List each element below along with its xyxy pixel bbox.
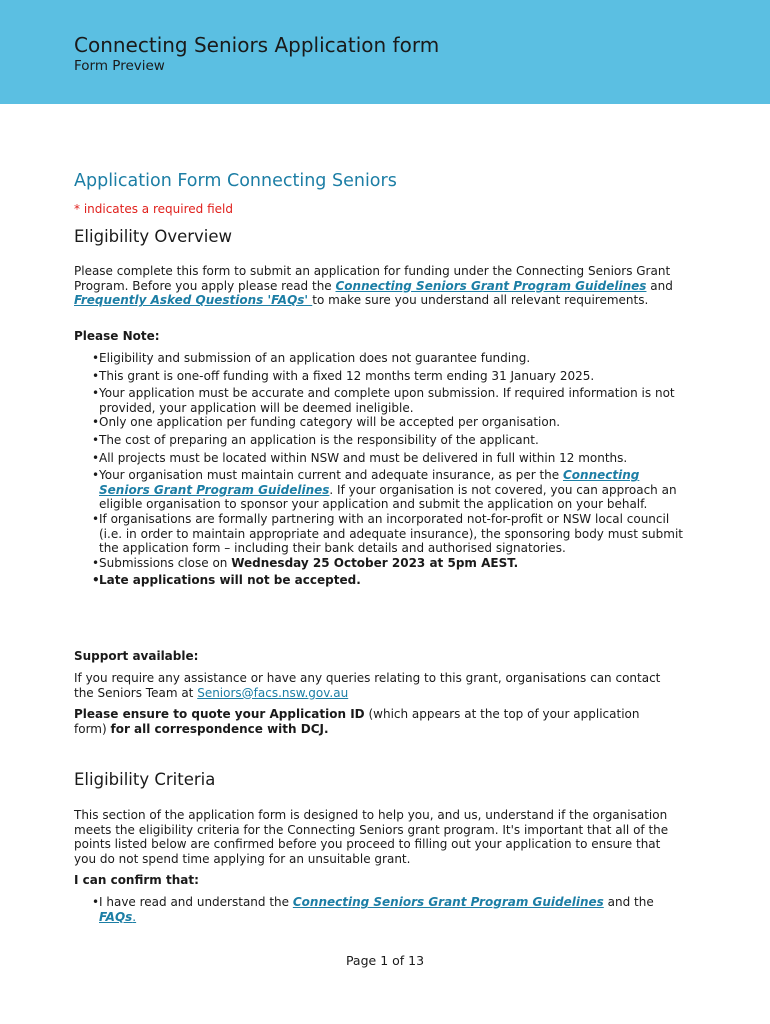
list-item xyxy=(74,386,684,415)
list-item-text: Late applications will not be accepted. xyxy=(99,573,361,588)
list-item xyxy=(74,433,684,448)
eligibility-criteria-text: This section of the application form is designed to help you, and us, understand if the organisation meets the eligibility criteria for the Connecting Seniors grant program. It's important that all of the points listed below are confirmed before you proceed to filling out your application to ensure that you do not spend time applying for an unsuitable grant. xyxy=(74,808,669,866)
list-item-text: . xyxy=(132,909,137,924)
eligibility-overview-heading: Eligibility Overview xyxy=(74,227,233,246)
insurance-guidelines-link[interactable]: Connecting Seniors Grant Program Guidelines xyxy=(99,468,640,497)
list-item-text: and the xyxy=(603,895,654,909)
list-item-text: Eligibility and submission of an application does not guarantee funding. xyxy=(99,351,531,365)
closing-date: Wednesday 25 October 2023 at 5pm AEST. xyxy=(231,555,519,570)
quote-id-bold: Please ensure to quote your Application ID xyxy=(74,707,365,721)
list-item xyxy=(74,895,684,924)
list-item xyxy=(74,415,684,430)
intro-text-2: to make sure you understand all relevant requirements. xyxy=(312,293,649,308)
quote-id-mid: (which appears at the top of your application form) xyxy=(74,707,640,736)
app-subtitle: Form Preview xyxy=(74,58,165,74)
eligibility-criteria-heading: Eligibility Criteria xyxy=(74,770,216,789)
support-text xyxy=(74,671,674,700)
support-body: If you require any assistance or have any queries relating to this grant, organisations can contact the Seniors Team at xyxy=(74,671,661,700)
intro-text-1: Please complete this form to submit an application for funding under the Connecting Seniors Grant Program. Before you apply please read the xyxy=(74,264,671,293)
note-list xyxy=(74,351,684,588)
list-item xyxy=(74,468,684,512)
list-item xyxy=(74,451,684,466)
list-item xyxy=(74,512,684,556)
list-item-text: All projects must be located within NSW and must be delivered in full within 12 months. xyxy=(99,450,628,465)
criteria-faqs-link[interactable]: FAQs xyxy=(99,909,133,924)
seniors-email-link[interactable]: Seniors@facs.nsw.gov.au xyxy=(197,685,349,700)
faq-link[interactable]: Frequently Asked Questions 'FAQs' xyxy=(74,293,313,308)
support-label: Support available: xyxy=(74,649,199,663)
intro-and: and xyxy=(646,278,673,293)
please-note-label: Please Note: xyxy=(74,329,160,343)
list-item-text: The cost of preparing an application is the responsibility of the applicant. xyxy=(99,432,539,447)
form-title: Application Form Connecting Seniors xyxy=(74,171,397,191)
confirm-list xyxy=(74,895,684,924)
list-item-text: I have read and understand the xyxy=(99,895,293,909)
list-item-text: Your organisation must maintain current and adequate insurance, as per the xyxy=(99,468,563,483)
quote-id-bold-2: for all correspondence with DCJ. xyxy=(110,721,329,736)
list-item xyxy=(74,556,684,571)
list-item xyxy=(74,369,684,384)
list-item-text: . If your organisation is not covered, you can approach an eligible organisation to sponsor your application and submit the application on your behalf. xyxy=(99,482,677,512)
confirm-label: I can confirm that: xyxy=(74,873,199,887)
list-item xyxy=(74,573,684,588)
list-item-text: Your application must be accurate and complete upon submission. If required information is not provided, your application will be deemed ineligible. xyxy=(99,386,675,415)
list-item-text: Submissions close on xyxy=(99,555,232,570)
header-banner xyxy=(0,0,770,104)
list-item-text: Only one application per funding category will be accepted per organisation. xyxy=(99,415,561,430)
list-item-text: If organisations are formally partnering with an incorporated not-for-profit or NSW local council (i.e. in order to maintain appropriate and adequate insurance), the sponsoring body must submit the application form – including their bank details and authorised signatories. xyxy=(99,511,683,556)
eligibility-intro xyxy=(74,264,674,308)
application-id-note xyxy=(74,707,674,736)
list-item xyxy=(74,351,684,366)
required-field-note: * indicates a required field xyxy=(74,202,233,216)
app-title: Connecting Seniors Application form xyxy=(74,33,440,57)
page-number: Page 1 of 13 xyxy=(345,953,425,968)
list-item-text: This grant is one-off funding with a fixed 12 months term ending 31 January 2025. xyxy=(99,368,595,383)
criteria-guidelines-link[interactable]: Connecting Seniors Grant Program Guidelines xyxy=(292,895,604,909)
guidelines-link[interactable]: Connecting Seniors Grant Program Guidelines xyxy=(335,278,647,293)
